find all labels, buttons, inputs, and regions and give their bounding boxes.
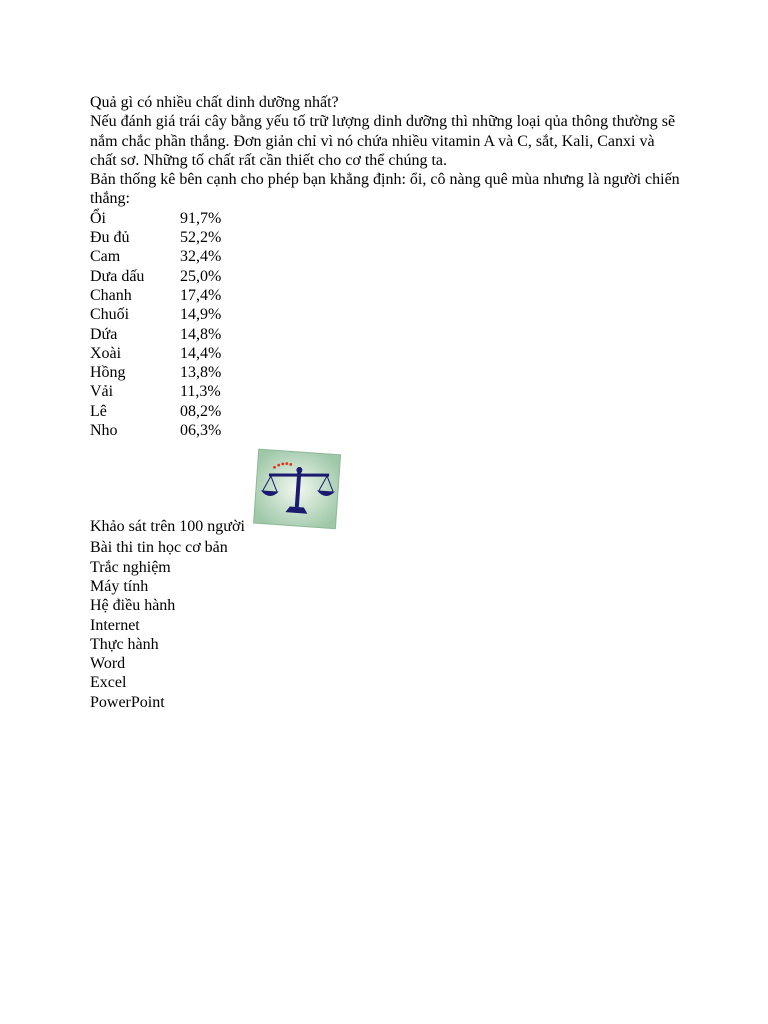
balance-scale-icon (251, 447, 345, 533)
fruit-row (90, 286, 221, 305)
intro-paragraph: Nếu đánh giá trái cây bằng yếu tố trữ lượng dinh dưỡng thì những loại qủa thông thường sẽ nắm chắc phần thắng. Đơn giản chỉ vì nó chứa nhiều vitamin A và C, sắt, Kali, Canxi và chất sơ. Những tố chất rất cần thiết cho cơ thể chúng ta. (90, 113, 676, 169)
topic-item: Trắc nghiệm (90, 558, 171, 576)
topic-list (90, 538, 680, 712)
fruit-name: Dưa dấu (90, 267, 145, 285)
statistics-paragraph: Bản thống kê bên cạnh cho phép bạn khẳng định: ổi, cô nàng quê mùa nhưng là người chiến thắng: (90, 171, 680, 208)
fruit-name: Lê (90, 402, 107, 420)
fruit-name: Ổi (90, 209, 106, 227)
fruit-name: Hồng (90, 364, 126, 382)
topic-item: Bài thi tin học cơ bản (90, 539, 228, 557)
fruit-name: Cam (90, 248, 121, 266)
fruit-row (90, 421, 221, 440)
fruit-value: 25,0% (180, 267, 222, 285)
fruit-value: 08,2% (180, 402, 222, 420)
fruit-value: 13,8% (180, 364, 222, 382)
topic-item: Excel (90, 674, 127, 692)
survey-caption: Khảo sát trên 100 người (90, 518, 245, 536)
fruit-row (90, 267, 221, 286)
fruit-row (90, 363, 221, 382)
topic-item: Word (90, 655, 126, 673)
fruit-name: Vải (90, 383, 114, 401)
survey-section (90, 440, 680, 538)
fruit-name: Dứa (90, 325, 118, 343)
topic-item: Hệ điều hành (90, 597, 176, 615)
topic-item: PowerPoint (90, 693, 165, 711)
fruit-value: 14,9% (180, 306, 222, 324)
topic-item: Máy tính (90, 577, 149, 595)
fruit-row (90, 344, 221, 363)
fruit-name: Nho (90, 422, 118, 440)
fruit-row (90, 382, 221, 401)
fruit-name: Chuối (90, 306, 130, 324)
fruit-value: 32,4% (180, 248, 222, 266)
fruit-name: Đu đủ (90, 229, 130, 247)
fruit-value: 14,8% (180, 325, 222, 343)
fruit-value: 17,4% (180, 286, 222, 304)
fruit-value: 11,3% (180, 383, 221, 401)
fruit-row (90, 209, 221, 228)
fruit-row (90, 228, 221, 247)
topic-item: Thực hành (90, 635, 159, 653)
topic-item: Internet (90, 616, 140, 634)
fruit-row (90, 325, 221, 344)
fruit-value: 14,4% (180, 344, 222, 362)
document-heading: Quả gì có nhiều chất dinh dưỡng nhất? (90, 94, 339, 111)
document-page (90, 93, 680, 712)
fruit-name: Chanh (90, 286, 132, 304)
fruit-nutrition-table (90, 209, 221, 441)
fruit-value: 91,7% (180, 209, 222, 227)
fruit-row (90, 402, 221, 421)
fruit-value: 52,2% (180, 229, 222, 247)
fruit-row (90, 305, 221, 324)
fruit-row (90, 247, 221, 266)
fruit-value: 06,3% (180, 422, 222, 440)
fruit-name: Xoài (90, 344, 122, 362)
